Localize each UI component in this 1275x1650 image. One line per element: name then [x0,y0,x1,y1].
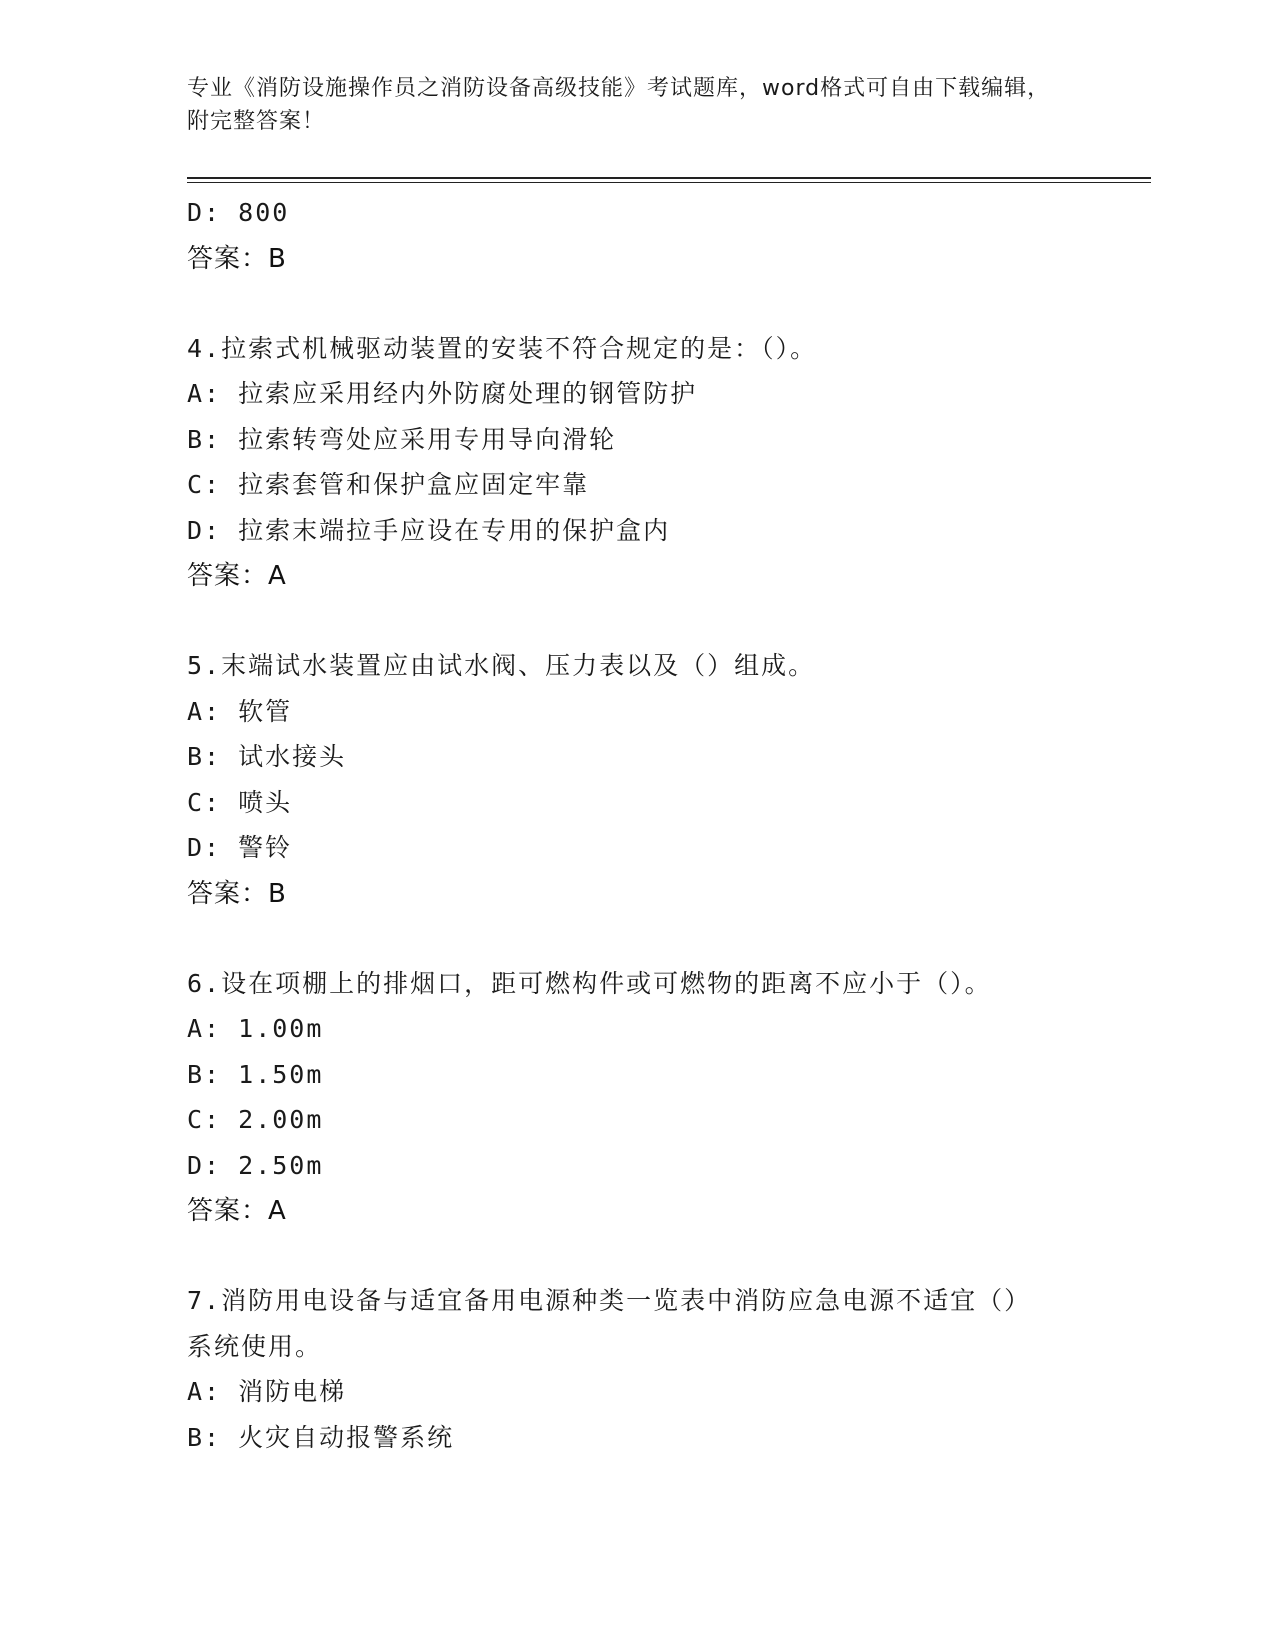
header-divider-thin [187,182,1151,183]
option-a: A: 软管 [187,696,293,726]
option-a: A: 消防电梯 [187,1377,347,1406]
answer-label: 答案：B [187,878,287,909]
question-stem: 6.设在项棚上的排烟口，距可燃构件或可燃物的距离不应小于（）。 [187,968,992,998]
question-stem: 4.拉索式机械驱动装置的安装不符合规定的是：（）。 [187,333,818,363]
option-c: C: 拉索套管和保护盒应固定牢靠 [187,470,590,499]
document-header: 专业《消防设施操作员之消防设备高级技能》考试题库，word格式可自由下载编辑，附完整答案！ [187,76,1051,134]
option-c: C: 2.00m [187,1105,324,1134]
question-stem: 5.末端试水装置应由试水阀、压力表以及（）组成。 [187,651,816,680]
option-b: B: 试水接头 [187,742,347,771]
option-c: C: 喷头 [187,787,293,817]
option-d: D: 警铃 [187,833,293,862]
option-d: D: 2.50m [187,1150,324,1180]
question-list [187,190,1087,1460]
option-b: B: 拉索转弯处应采用专用导向滑轮 [187,424,617,454]
header-divider-thick [187,177,1151,179]
option-a: A: 1.00m [187,1014,324,1043]
option-a: A: 拉索应采用经内外防腐处理的钢管防护 [187,379,698,408]
answer-label: 答案：B [187,243,287,274]
question-4 [187,326,1087,600]
option-d: D: 800 [187,198,290,227]
question-6 [187,961,1087,1235]
question-7 [187,1278,1087,1460]
question-5 [187,643,1087,917]
option-d: D: 拉索末端拉手应设在专用的保护盒内 [187,515,671,545]
question-stem: 7.消防用电设备与适宜备用电源种类一览表中消防应急电源不适宜（）系统使用。 [187,1286,1032,1361]
option-b: B: 1.50m [187,1059,324,1089]
answer-label: 答案：A [187,561,287,591]
answer-label: 答案：A [187,1196,287,1226]
option-b: B: 火灾自动报警系统 [187,1422,455,1452]
